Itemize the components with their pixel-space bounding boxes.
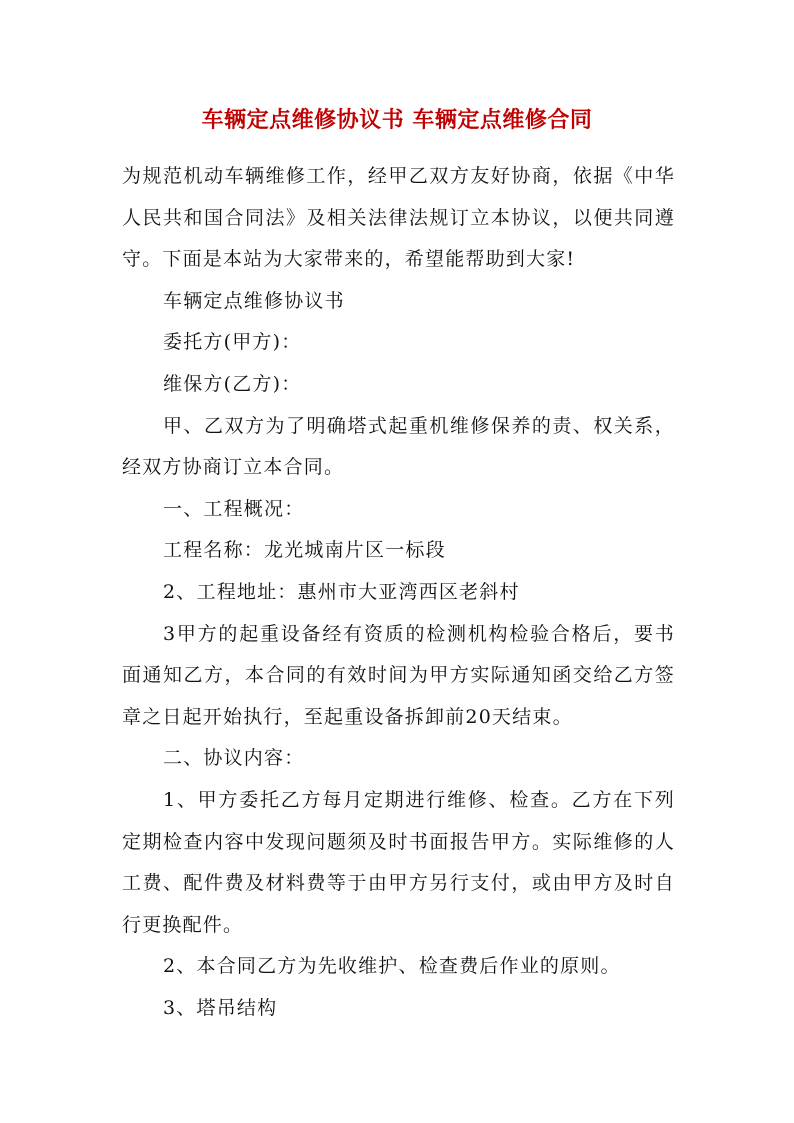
document-body bbox=[122, 156, 675, 1029]
project-name-line: 工程名称：龙光城南片区一标段 bbox=[163, 539, 446, 562]
section-one-heading: 一、工程概况： bbox=[163, 497, 305, 520]
party-a-line: 委托方(甲方)： bbox=[163, 331, 302, 354]
maintenance-clause: 1、甲方委托乙方每月定期进行维修、检查。乙方在下列定期检查内容中发现问题须及时书面报告甲方。实际维修的人工费、配件费及材料费等于由甲方另行支付，或由甲方及时自行更换配件。 bbox=[122, 788, 675, 936]
payment-clause: 2、本合同乙方为先收维护、检查费后作业的原则。 bbox=[163, 955, 621, 978]
project-address-line: 2、工程地址：惠州市大亚湾西区老斜村 bbox=[163, 580, 520, 603]
section-two-heading: 二、协议内容： bbox=[163, 747, 305, 770]
agreement-heading: 车辆定点维修协议书 bbox=[163, 289, 345, 312]
tower-structure-clause: 3、塔吊结构 bbox=[163, 996, 278, 1019]
document-title: 车辆定点维修协议书 车辆定点维修合同 bbox=[201, 107, 593, 133]
purpose-paragraph: 甲、乙双方为了明确塔式起重机维修保养的责、权关系，经双方协商订立本合同。 bbox=[122, 414, 675, 479]
intro-paragraph: 为规范机动车辆维修工作，经甲乙双方友好协商，依据《中华人民共和国合同法》及相关法律法规订立本协议，以便共同遵守。下面是本站为大家带来的，希望能帮助到大家! bbox=[122, 165, 675, 271]
inspection-paragraph: 3甲方的起重设备经有资质的检测机构检验合格后，要书面通知乙方，本合同的有效时间为甲方实际通知函交给乙方签章之日起开始执行，至起重设备拆卸前20天结束。 bbox=[122, 622, 675, 728]
party-b-line: 维保方(乙方)： bbox=[163, 372, 302, 395]
